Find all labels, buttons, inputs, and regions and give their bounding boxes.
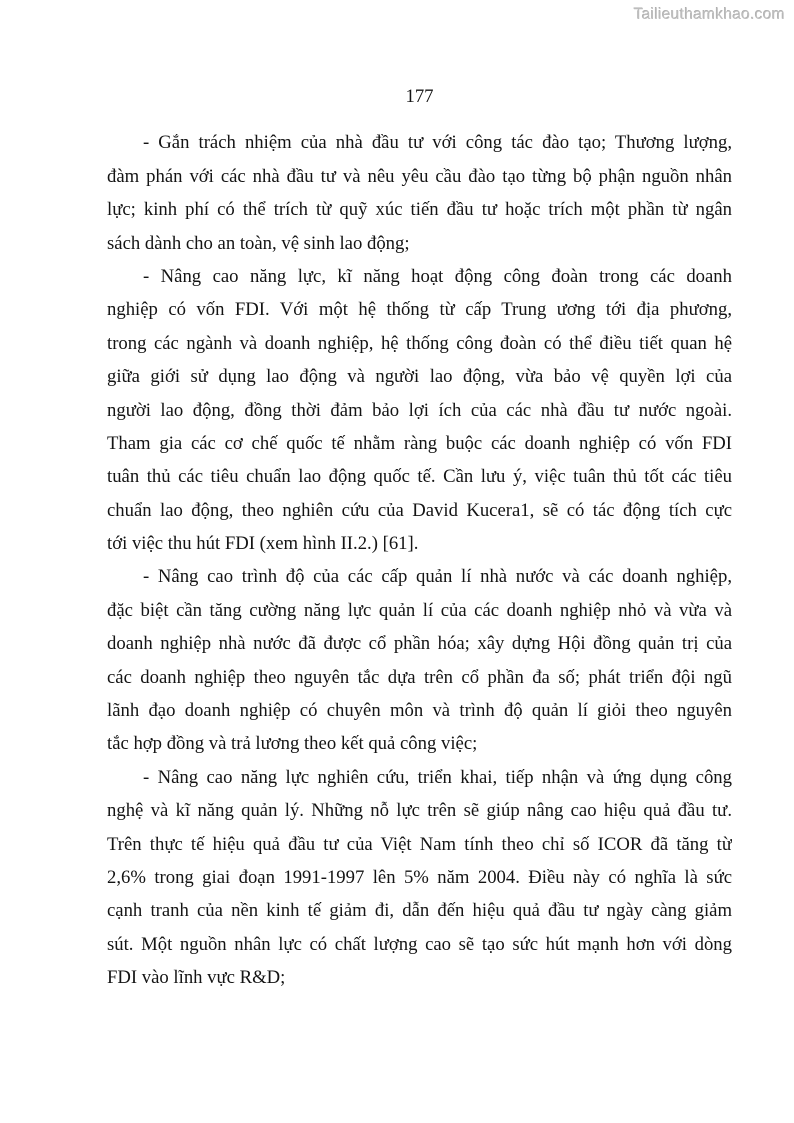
paragraph <box>107 761 732 995</box>
text-line: trong các ngành và doanh nghiệp, hệ thống công đoàn có thể điều tiết quan hệ <box>107 332 732 354</box>
text-line: Tham gia các cơ chế quốc tế nhằm ràng buộc các doanh nghiệp có vốn FDI <box>107 432 732 454</box>
text-line: Trên thực tế hiệu quả đầu tư của Việt Nam tính theo chỉ số ICOR đã tăng từ <box>107 833 732 855</box>
page-body-text <box>107 126 732 994</box>
document-page <box>107 0 732 995</box>
text-line: FDI vào lĩnh vực R&D; <box>107 967 286 989</box>
page-number: 177 <box>405 86 434 107</box>
text-line: chuẩn lao động, theo nghiên cứu của David Kucera1, sẽ có tác động tích cực <box>107 499 732 521</box>
text-line: nghiệp có vốn FDI. Với một hệ thống từ cấp Trung ương tới địa phương, <box>107 299 732 321</box>
paragraph <box>107 560 732 760</box>
text-line: 2,6% trong giai đoạn 1991-1997 lên 5% năm 2004. Điều này có nghĩa là sức <box>107 867 732 888</box>
paragraph <box>107 260 732 561</box>
text-line: doanh nghiệp nhà nước đã được cổ phần hóa; xây dựng Hội đồng quản trị của <box>107 633 732 655</box>
text-line: tuân thủ các tiêu chuẩn lao động quốc tế. Cần lưu ý, việc tuân thủ tốt các tiêu <box>107 466 732 488</box>
text-line: - Nâng cao năng lực, kĩ năng hoạt động công đoàn trong các doanh <box>143 265 732 287</box>
text-line: đàm phán với các nhà đầu tư và nêu yêu cầu đào tạo từng bộ phận nguồn nhân <box>107 165 732 187</box>
text-line: sách dành cho an toàn, vệ sinh lao động; <box>107 232 410 254</box>
site-watermark: Tailieuthamkhao.com <box>633 6 785 23</box>
text-line: giữa giới sử dụng lao động và người lao động, vừa bảo vệ quyền lợi của <box>107 366 732 388</box>
text-line: tới việc thu hút FDI (xem hình II.2.) [61]. <box>107 533 419 555</box>
text-line: cạnh tranh của nền kinh tế giảm đi, dẫn đến hiệu quả đầu tư ngày càng giảm <box>107 900 732 922</box>
text-line: sút. Một nguồn nhân lực có chất lượng cao sẽ tạo sức hút mạnh hơn với dòng <box>107 933 732 955</box>
text-line: lãnh đạo doanh nghiệp có chuyên môn và trình độ quản lí giỏi theo nguyên <box>107 700 732 722</box>
text-line: đặc biệt cần tăng cường năng lực quản lí của các doanh nghiệp nhỏ và vừa và <box>107 599 732 621</box>
text-line: các doanh nghiệp theo nguyên tắc dựa trên cổ phần đa số; phát triển đội ngũ <box>107 666 732 688</box>
text-line: nghệ và kĩ năng quản lý. Những nỗ lực trên sẽ giúp nâng cao hiệu quả đầu tư. <box>107 800 732 822</box>
text-line: tắc hợp đồng và trả lương theo kết quả công việc; <box>107 733 478 755</box>
text-line: - Nâng cao năng lực nghiên cứu, triển khai, tiếp nhận và ứng dụng công <box>143 766 732 788</box>
text-line: người lao động, đồng thời đảm bảo lợi ích của các nhà đầu tư nước ngoài. <box>107 399 732 421</box>
text-line: - Nâng cao trình độ của các cấp quản lí nhà nước và các doanh nghiệp, <box>143 566 732 588</box>
text-line: - Gắn trách nhiệm của nhà đầu tư với công tác đào tạo; Thương lượng, <box>143 132 732 154</box>
text-line: lực; kinh phí có thể trích từ quỹ xúc tiến đầu tư hoặc trích một phần từ ngân <box>107 199 732 221</box>
paragraph <box>107 126 732 260</box>
